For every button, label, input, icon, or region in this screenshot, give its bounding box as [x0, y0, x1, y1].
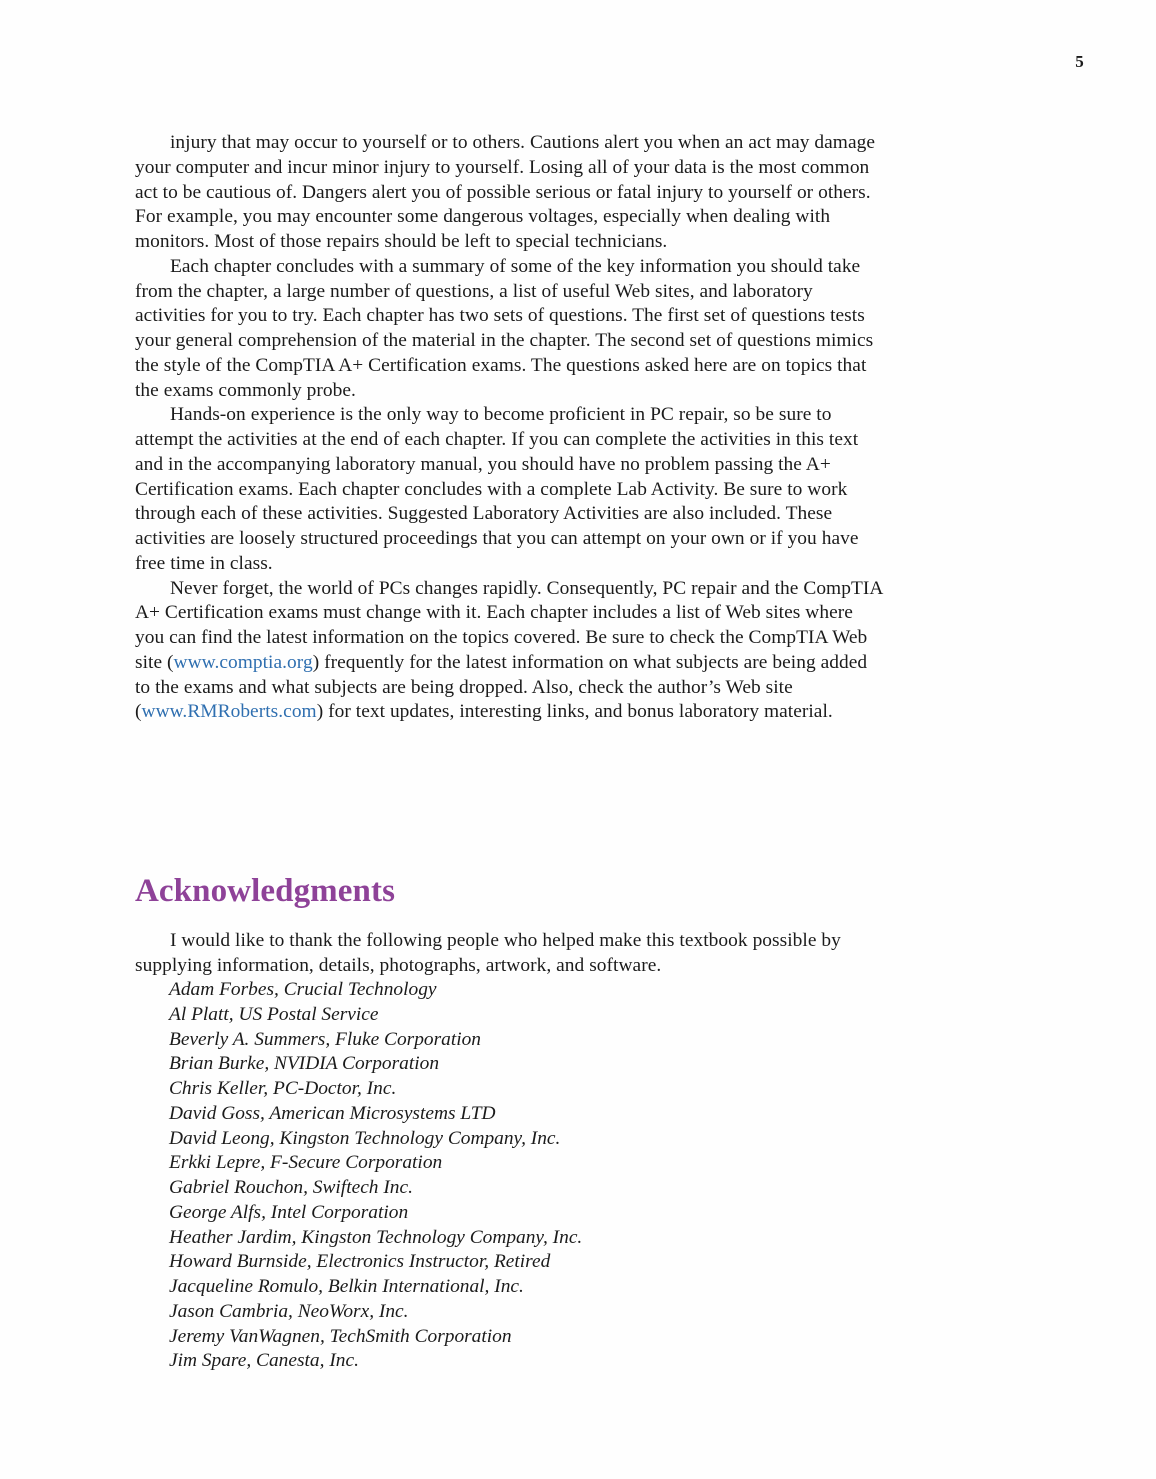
list-item: Jim Spare, Canesta, Inc.	[169, 1350, 359, 1372]
list-item: David Goss, American Microsystems LTD	[169, 1102, 496, 1124]
list-item: Heather Jardim, Kingston Technology Company, Inc.	[169, 1226, 583, 1248]
paragraph-web-sites	[135, 577, 887, 726]
paragraph-hands-on: Hands-on experience is the only way to become proficient in PC repair, so be sure to attempt the activities at the end of each chapter. If you can complete the activities in this text and in the accompanying laboratory manual, you should have no problem passing the A+ Certification exams. Each chapter concludes with a complete Lab Activity. Be sure to work through each of these activities. Suggested Laboratory Activities are also included. These activities are loosely structured proceedings that you can attempt on your own or if you have free time in class.	[135, 404, 859, 574]
paragraph-web-sites-middle: ) frequently for the latest information on what subjects are being added to the exams and what subjects are being dropped. Also, check the author’s Web site (	[135, 651, 868, 723]
paragraph-web-sites-tail: ) for text updates, interesting links, and bonus laboratory material.	[316, 701, 833, 723]
paragraph-safety: injury that may occur to yourself or to others. Cautions alert you when an act may damage your computer and incur minor injury to yourself. Losing all of your data is the most common act to be cautious of. Dangers alert you of possible serious or fatal injury to yourself or others. For example, you may encounter some dangerous voltages, especially when dealing with monitors. Most of those repairs should be left to special technicians.	[135, 132, 876, 252]
list-item: Gabriel Rouchon, Swiftech Inc.	[169, 1177, 413, 1198]
comptia-website-link[interactable]: www.comptia.org	[173, 651, 313, 673]
list-item: Jeremy VanWagnen, TechSmith Corporation	[169, 1325, 512, 1347]
acknowledgments-section	[135, 872, 887, 910]
list-item: Adam Forbes, Crucial Technology	[169, 979, 437, 1000]
list-item: David Leong, Kingston Technology Company, Inc.	[169, 1127, 561, 1149]
acknowledgments-names-wrapper	[135, 978, 887, 1374]
acknowledgments-intro-paragraph: I would like to thank the following people who helped make this textbook possible by supplying information, details, photographs, artwork, and software.	[135, 930, 841, 976]
acknowledgments-names-list	[135, 978, 887, 1374]
page-number: 5	[1075, 52, 1084, 71]
acknowledgments-intro-wrapper	[135, 929, 887, 979]
body-text-column	[135, 131, 887, 725]
list-item: George Alfs, Intel Corporation	[169, 1201, 409, 1223]
list-item: Jacqueline Romulo, Belkin International, Inc.	[169, 1276, 524, 1297]
author-website-link[interactable]: www.RMRoberts.com	[141, 701, 317, 723]
list-item: Al Platt, US Postal Service	[169, 1003, 379, 1025]
acknowledgments-heading: Acknowledgments	[135, 873, 396, 909]
list-item: Jason Cambria, NeoWorx, Inc.	[169, 1300, 409, 1322]
paragraph-web-sites-lead: Never forget, the world of PCs changes rapidly. Consequently, PC repair and the CompTIA A+ Certification exams must change with it. Each chapter includes a list of Web sites where you can find the latest information on the topics covered. Be sure to check the CompTIA Web site (	[135, 577, 883, 673]
list-item: Chris Keller, PC-Doctor, Inc.	[169, 1078, 397, 1099]
list-item: Howard Burnside, Electronics Instructor, Retired	[169, 1251, 551, 1273]
paragraph-chapter-summary: Each chapter concludes with a summary of some of the key information you should take from the chapter, a large number of questions, a list of useful Web sites, and laboratory activities for you to try. Each chapter has two sets of questions. The first set of questions tests your general comprehension of the material in the chapter. The second set of questions mimics the style of the CompTIA A+ Certification exams. The questions asked here are on topics that the exams commonly probe.	[135, 255, 874, 401]
list-item: Brian Burke, NVIDIA Corporation	[169, 1053, 440, 1075]
list-item: Erkki Lepre, F-Secure Corporation	[169, 1152, 443, 1174]
list-item: Beverly A. Summers, Fluke Corporation	[169, 1028, 481, 1050]
